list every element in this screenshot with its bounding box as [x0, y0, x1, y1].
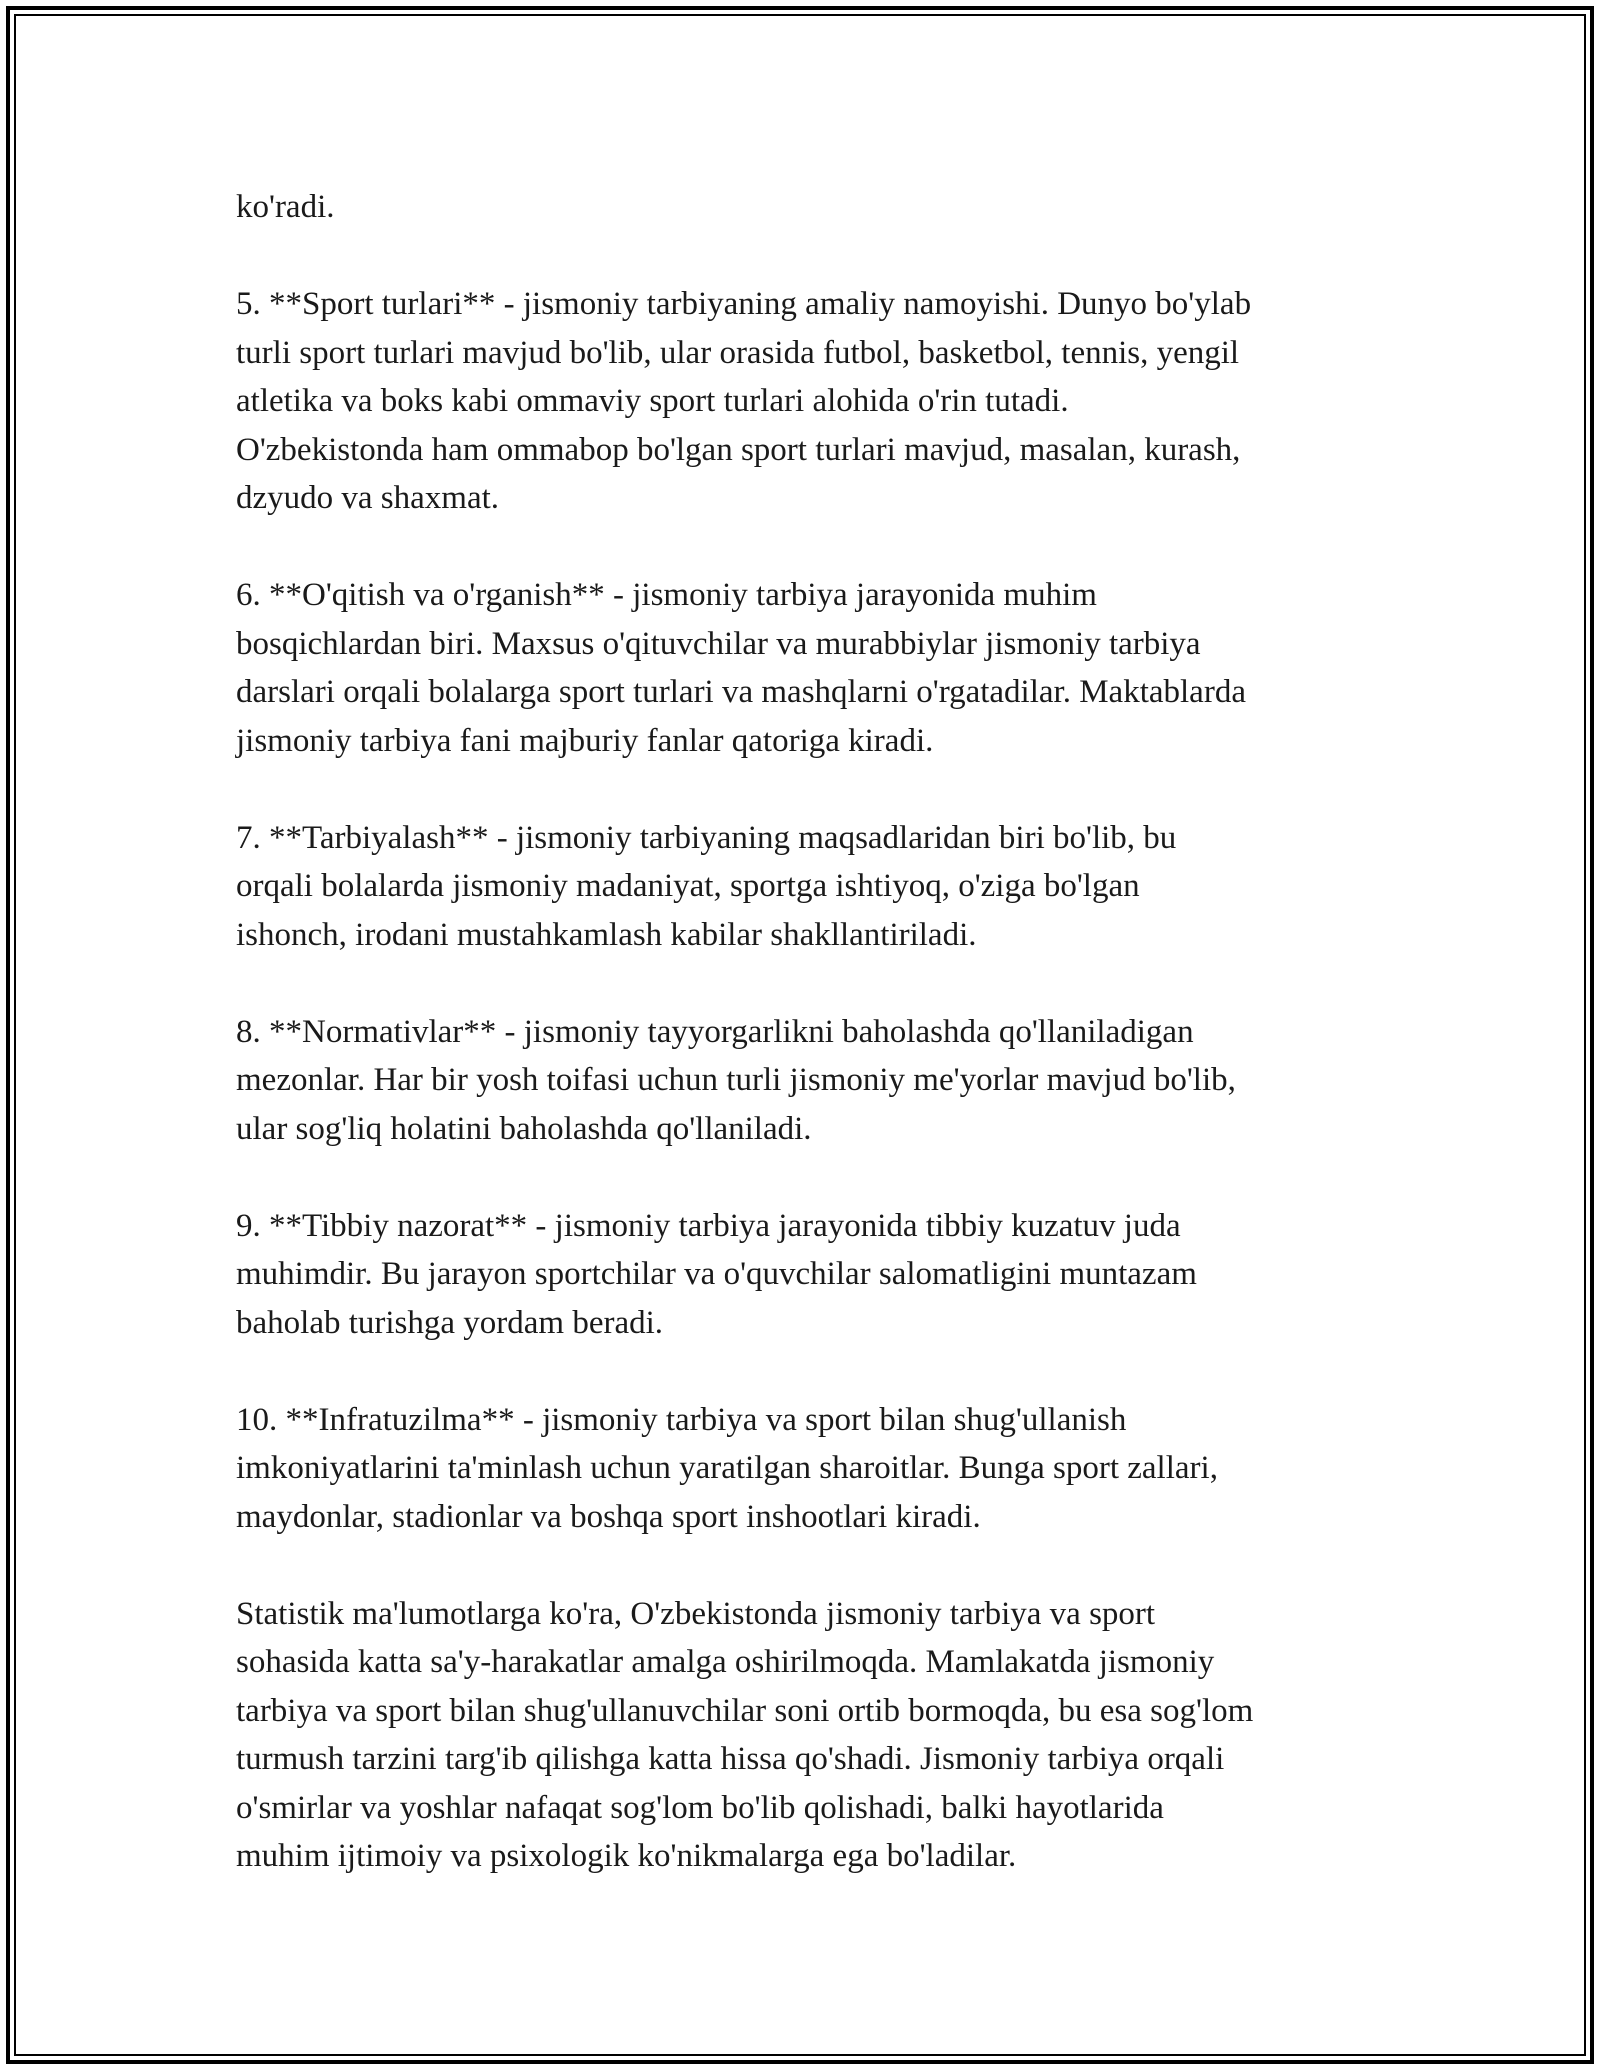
document-body [236, 183, 1376, 1881]
paragraph-continuation: ko'radi. [236, 189, 335, 225]
paragraph-tibbiy-nazorat: 9. **Tibbiy nazorat** - jismoniy tarbiya jarayonida tibbiy kuzatuv juda muhimdir. Bu jarayon sportchilar va o'quvchilar salomatligini muntazam baholab turishga yordam beradi. [236, 1207, 1197, 1341]
paragraph-normativlar: 8. **Normativlar** - jismoniy tayyorgarlikni baholashda qo'llaniladigan mezonlar. Har bir yosh toifasi uchun turli jismoniy me'yorlar mavjud bo'lib, ular sog'liq holatini baholashda qo'llaniladi. [236, 1013, 1236, 1147]
paragraph-sport-turlari: 5. **Sport turlari** - jismoniy tarbiyaning amaliy namoyishi. Dunyo bo'ylab turli sport turlari mavjud bo'lib, ular orasida futbol, basketbol, tennis, yengil atletika va boks kabi ommaviy sport turlari alohida o'rin tutadi. O'zbekistonda ham ommabop bo'lgan sport turlari mavjud, masalan, kurash, dzyudo va shaxmat. [236, 286, 1252, 516]
paragraph-oqitish: 6. **O'qitish va o'rganish** - jismoniy tarbiya jarayonida muhim bosqichlardan biri. Maxsus o'qituvchilar va murabbiylar jismoniy tarbiya darslari orqali bolalarga sport turlari va mashqlarni o'rgatadilar. Maktablarda jismoniy tarbiya fani majburiy fanlar qatoriga kiradi. [236, 577, 1246, 759]
paragraph-infratuzilma: 10. **Infratuzilma** - jismoniy tarbiya va sport bilan shug'ullanish imkoniyatlarini ta'minlash uchun yaratilgan sharoitlar. Bunga sport zallari, maydonlar, stadionlar va boshqa sport inshootlari kiradi. [236, 1401, 1218, 1535]
paragraph-tarbiyalash: 7. **Tarbiyalash** - jismoniy tarbiyaning maqsadlaridan biri bo'lib, bu orqali bolalarda jismoniy madaniyat, sportga ishtiyoq, o'ziga bo'lgan ishonch, irodani mustahkamlash kabilar shakllantiriladi. [236, 819, 1177, 953]
paragraph-statistik: Statistik ma'lumotlarga ko'ra, O'zbekistonda jismoniy tarbiya va sport sohasida katta sa'y-harakatlar amalga oshirilmoqda. Mamlakatda jismoniy tarbiya va sport bilan shug'ullanuvchilar soni ortib bormoqda, bu esa sog'lom turmush tarzini targ'ib qilishga katta hissa qo'shadi. Jismoniy tarbiya orqali o'smirlar va yoshlar nafaqat sog'lom bo'lib qolishadi, balki hayotlarida muhim ijtimoiy va psixologik ko'nikmalarga ega bo'ladilar. [236, 1595, 1254, 1874]
